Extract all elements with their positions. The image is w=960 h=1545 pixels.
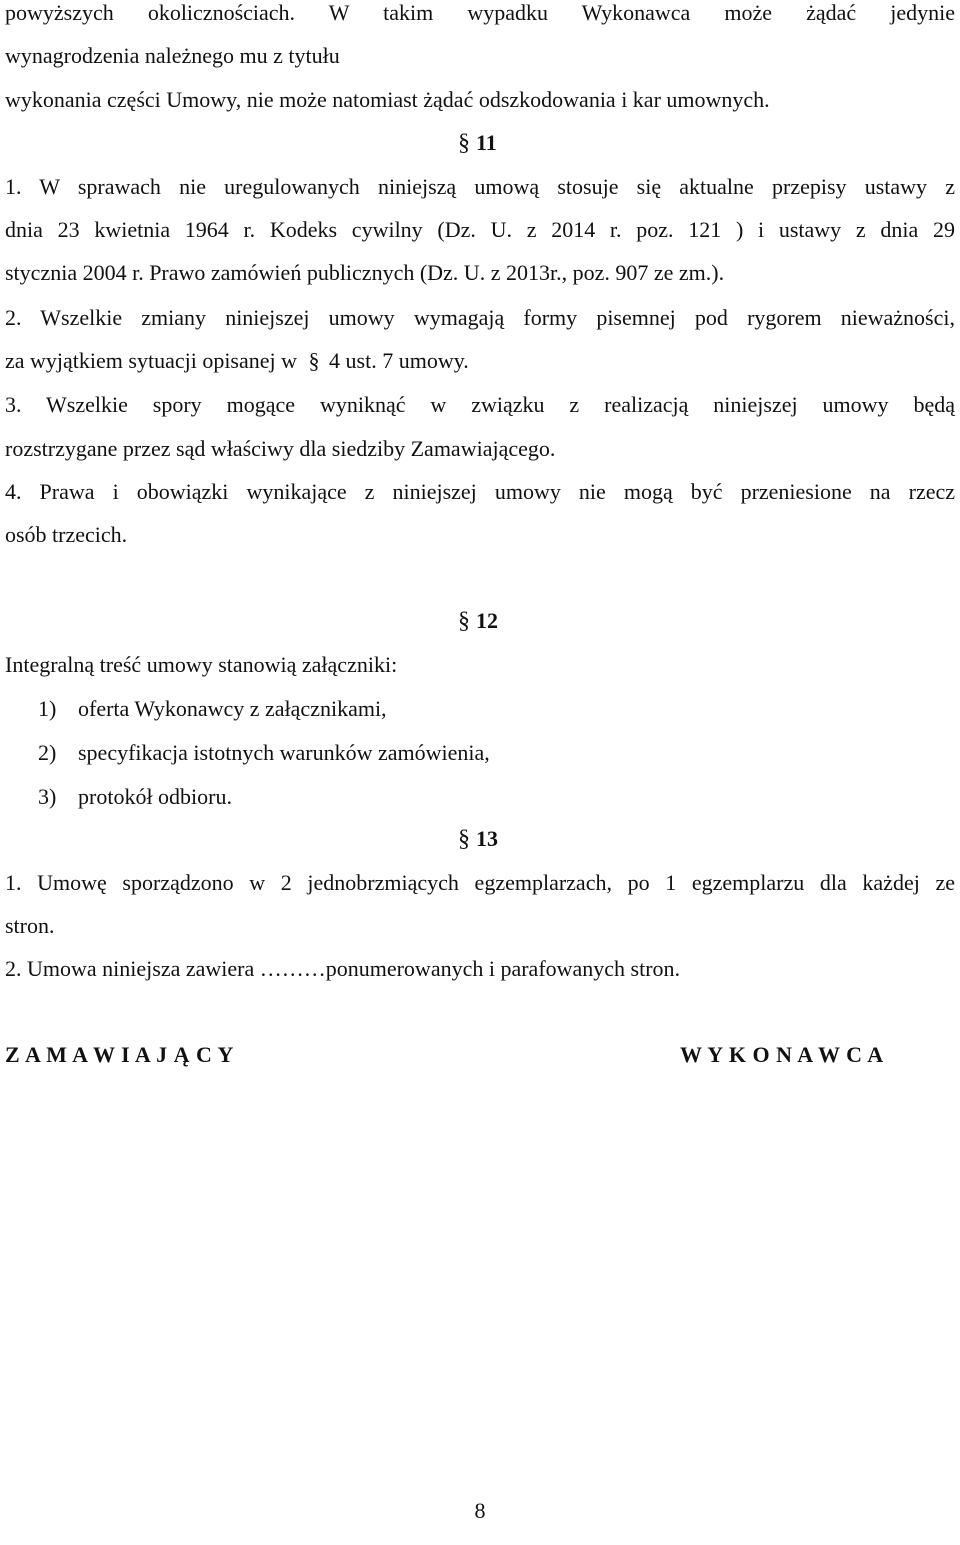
section-symbol: § (458, 826, 470, 852)
section-11-p1-line-2: dnia 23 kwietnia 1964 r. Kodeks cywilny (Dz. U. z 2014 r. poz. 121 ) i ustawy z dnia 29 (5, 217, 955, 242)
section-12-heading (458, 608, 498, 634)
section-12-intro: Integralną treść umowy stanowią załączniki: (5, 652, 398, 677)
section-11-heading (458, 130, 497, 156)
section-13-heading (458, 826, 498, 852)
intro-line-2: wynagrodzenia należnego mu z tytułu (5, 43, 340, 68)
section-number: 11 (476, 130, 497, 155)
list-item (38, 696, 387, 722)
signature-client: Z A M A W I A J Ą C Y (5, 1042, 234, 1067)
list-item-number: 3) (38, 784, 57, 809)
section-11-p1-line-1: 1. W sprawach nie uregulowanych niniejszą umową stosuje się aktualne przepisy ustawy z (5, 174, 955, 199)
list-item-number: 1) (38, 696, 57, 721)
list-item (38, 784, 232, 810)
section-number: 13 (476, 826, 498, 851)
section-11-p2-line-1: 2. Wszelkie zmiany niniejszej umowy wymagają formy pisemnej pod rygorem nieważności, (5, 305, 955, 330)
list-item-number: 2) (38, 740, 57, 765)
intro-line-3: wykonania części Umowy, nie może natomiast żądać odszkodowania i kar umownych. (5, 87, 770, 112)
section-11-p4-line-2: osób trzecich. (5, 522, 128, 547)
page-number: 8 (474, 1498, 486, 1523)
section-11-p1-line-3: stycznia 2004 r. Prawo zamówień publicznych (Dz. U. z 2013r., poz. 907 ze zm.). (5, 260, 725, 285)
section-11-p2-line-2 (5, 348, 469, 374)
section-11-p3-line-2: rozstrzygane przez sąd właściwy dla siedziby Zamawiającego. (5, 436, 556, 461)
list-item-text: protokół odbioru. (78, 784, 232, 809)
list-item (38, 740, 490, 766)
section-13-p1-line-1: 1. Umowę sporządzono w 2 jednobrzmiących egzemplarzach, po 1 egzemplarzu dla każdej ze (5, 870, 955, 895)
intro-line-1: powyższych okolicznościach. W takim wypadku Wykonawca może żądać jedynie (5, 0, 955, 25)
paragraph-symbol: § (308, 348, 320, 373)
p2-text-post: 4 ust. 7 umowy. (329, 348, 469, 373)
section-symbol: § (458, 608, 470, 634)
section-13-p1-line-2: stron. (5, 913, 55, 938)
section-13-p2: 2. Umowa niniejsza zawiera ………ponumerowanych i parafowanych stron. (5, 956, 681, 981)
signature-contractor: W Y K O N A W C A (680, 1042, 884, 1067)
list-item-text: specyfikacja istotnych warunków zamówienia, (78, 740, 490, 765)
section-11-p3-line-1: 3. Wszelkie spory mogące wyniknąć w związku z realizacją niniejszej umowy będą (5, 392, 955, 417)
p2-text-pre: za wyjątkiem sytuacji opisanej w (5, 348, 298, 373)
section-11-p4-line-1: 4. Prawa i obowiązki wynikające z niniejszej umowy nie mogą być przeniesione na rzecz (5, 479, 955, 504)
list-item-text: oferta Wykonawcy z załącznikami, (78, 696, 387, 721)
section-number: 12 (476, 608, 498, 633)
section-symbol: § (458, 130, 470, 156)
